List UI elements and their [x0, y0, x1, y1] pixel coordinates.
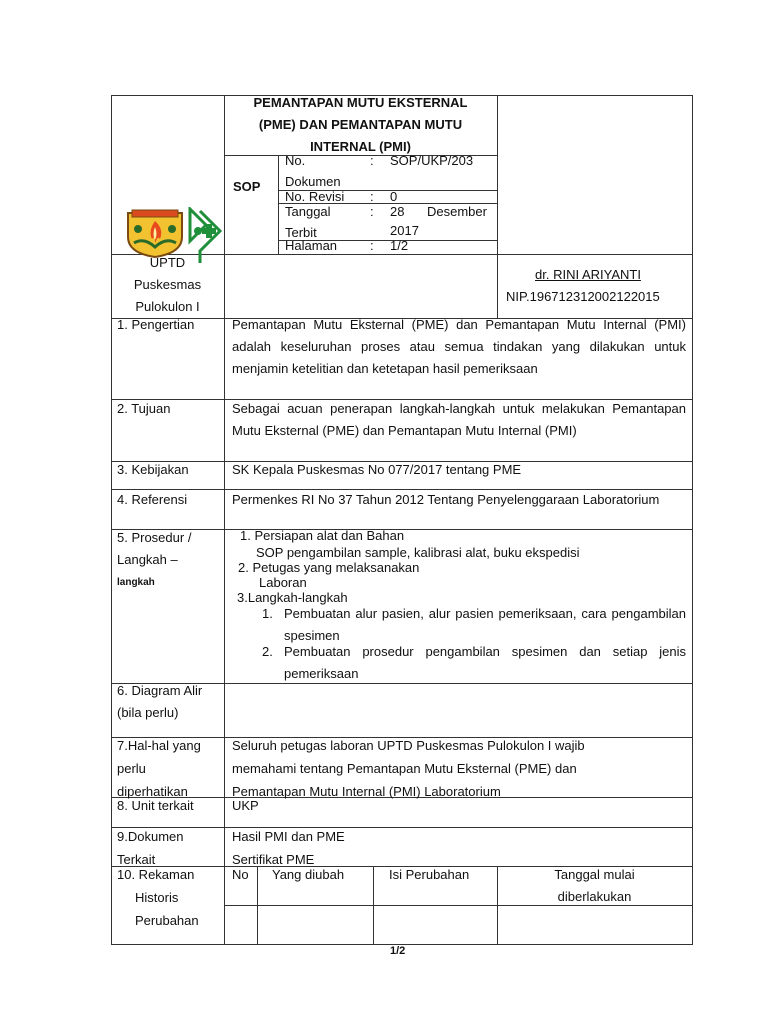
meta-tanggal-sep: : — [370, 204, 374, 219]
row-text-referensi: Permenkes RI No 37 Tahun 2012 Tentang Penyelenggaraan Laboratorium — [232, 492, 660, 507]
signer-nip: NIP.196712312002122015 — [506, 289, 660, 304]
row-label-unit: 8. Unit terkait — [117, 798, 194, 813]
prosedur-item-1-detail: SOP pengambilan sample, kalibrasi alat, buku ekspedisi — [256, 545, 580, 560]
row-label-dokumen-2: Terkait — [117, 852, 156, 867]
row-label-rekaman-3: Perubahan — [135, 913, 199, 928]
row-label-pengertian: 1. Pengertian — [117, 317, 195, 332]
rekaman-col-no: No — [232, 867, 249, 882]
rekaman-col-yang-diubah: Yang diubah — [272, 867, 345, 882]
row-label-tujuan: 2. Tujuan — [117, 401, 171, 416]
halhal-line-3: Pemantapan Mutu Internal (PMI) Laboratorium — [232, 784, 501, 799]
row-label-rekaman-2: Historis — [135, 890, 179, 905]
meta-halaman-value: 1/2 — [390, 238, 409, 253]
row-label-diagram-2: (bila perlu) — [117, 705, 179, 720]
row-label-kebijakan: 3. Kebijakan — [117, 462, 189, 477]
meta-revisi-sep: : — [370, 189, 374, 204]
rekaman-col-tanggal: Tanggal mulai diberlakukan — [554, 867, 635, 904]
prosedur-item-2: 2. Petugas yang melaksanakan — [238, 560, 420, 575]
row-label-diagram-1: 6. Diagram Alir — [117, 683, 203, 698]
row-label-halhal-1: 7.Hal-hal yang — [117, 738, 201, 753]
row-text-unit: UKP — [232, 798, 259, 813]
row-label-prosedur-2: Langkah – — [117, 552, 178, 567]
document-title: PEMANTAPAN MUTU EKSTERNAL (PME) DAN PEMANTAPAN MUTU INTERNAL (PMI) — [253, 95, 468, 154]
meta-halaman-label: Halaman — [285, 238, 338, 253]
page-number: 1/2 — [390, 945, 406, 957]
row-text-kebijakan: SK Kepala Puskesmas No 077/2017 tentang PME — [232, 462, 522, 477]
meta-no-sep: : — [370, 153, 374, 168]
meta-dokumen-label: Dokumen — [285, 174, 341, 189]
rekaman-col-isi-perubahan: Isi Perubahan — [389, 867, 470, 882]
prosedur-item-1: 1. Persiapan alat dan Bahan — [240, 528, 405, 543]
prosedur-sub-1-num: 1. — [262, 606, 273, 621]
prosedur-item-2-detail: Laboran — [259, 575, 307, 590]
meta-no-value: SOP/UKP/203 — [390, 153, 474, 168]
halhal-line-2: memahami tentang Pemantapan Mutu Eksternal (PME) dan — [232, 761, 577, 776]
sop-label: SOP — [233, 179, 261, 194]
prosedur-sub-2: Pembuatan prosedur pengambilan spesimen dan setiap jenis pemeriksaan — [284, 644, 686, 681]
halhal-line-1: Seluruh petugas laboran UPTD Puskesmas Pulokulon I wajib — [232, 738, 585, 753]
row-label-referensi: 4. Referensi — [117, 492, 188, 507]
meta-revisi-value: 0 — [390, 189, 398, 204]
row-label-halhal-2: perlu — [117, 761, 146, 776]
meta-tanggal-day: 28 — [390, 204, 405, 219]
meta-terbit-label: Terbit — [285, 225, 317, 240]
row-label-halhal-3: diperhatikan — [117, 784, 188, 799]
row-label-prosedur-3: langkah — [117, 577, 155, 588]
row-text-pengertian: Pemantapan Mutu Eksternal (PME) dan Pemantapan Mutu Internal (PMI) adalah keseluruhan proses atau semua tindakan yang dilakukan untuk menjamin ketelitian dan ketetapan hasil pemeriksaan — [232, 317, 686, 376]
meta-tanggal-label: Tanggal — [285, 204, 331, 219]
dokumen-line-1: Hasil PMI dan PME — [232, 829, 345, 844]
signer-name: dr. RINI ARIYANTI — [535, 267, 641, 282]
meta-revisi-label: No. Revisi — [285, 189, 345, 204]
org-name: UPTD Puskesmas Pulokulon I — [133, 255, 202, 314]
row-text-tujuan: Sebagai acuan penerapan langkah-langkah untuk melakukan Pemantapan Mutu Eksternal (PME) dan Pemantapan Mutu Internal (PMI) — [232, 401, 686, 438]
prosedur-sub-1: Pembuatan alur pasien, alur pasien pemeriksaan, cara pengambilan spesimen — [284, 606, 686, 643]
dokumen-line-2: Sertifikat PME — [232, 852, 315, 867]
row-label-dokumen-1: 9.Dokumen — [117, 829, 184, 844]
row-label-prosedur-1: 5. Prosedur / — [117, 530, 192, 545]
row-label-rekaman-1: 10. Rekaman — [117, 867, 195, 882]
prosedur-sub-2-num: 2. — [262, 644, 273, 659]
prosedur-item-3: 3.Langkah-langkah — [237, 590, 348, 605]
meta-tanggal-month: Desember — [427, 204, 487, 219]
meta-tanggal-year: 2017 — [390, 223, 419, 238]
meta-halaman-sep: : — [370, 238, 374, 253]
meta-no-label: No. — [285, 153, 306, 168]
